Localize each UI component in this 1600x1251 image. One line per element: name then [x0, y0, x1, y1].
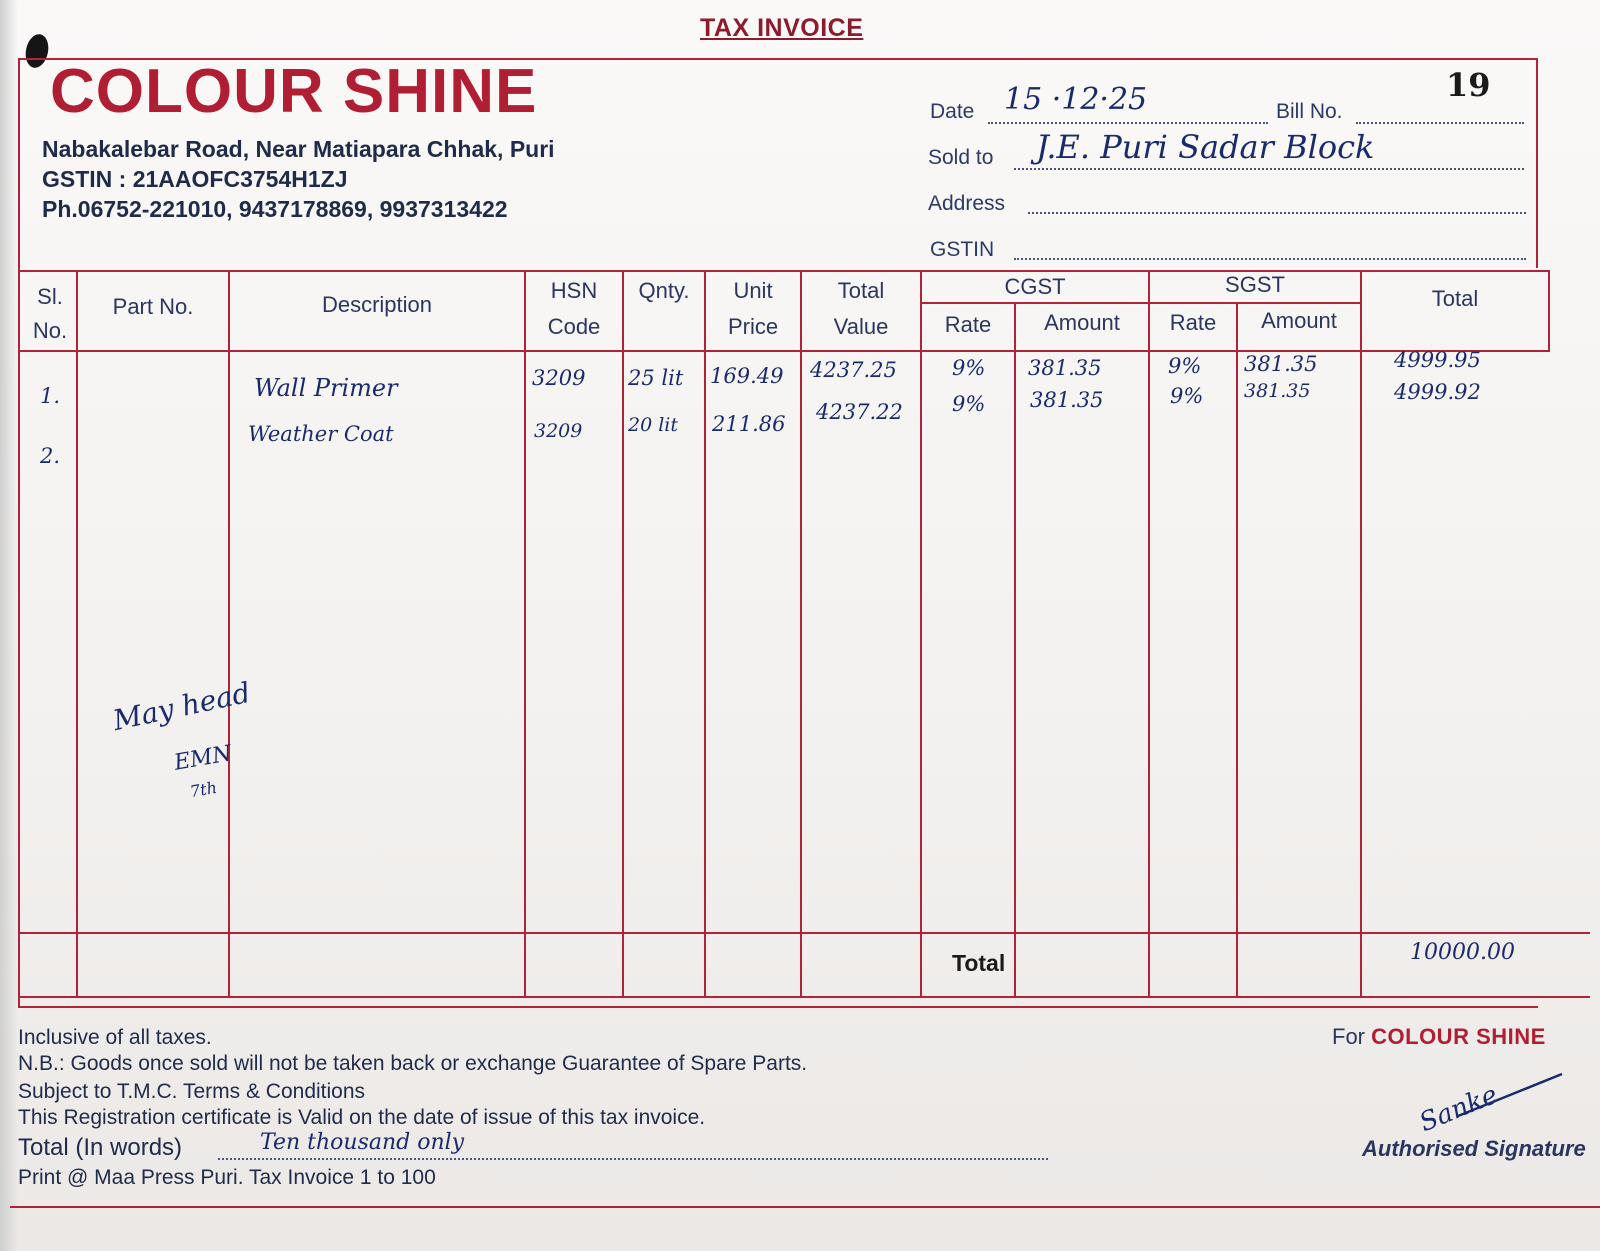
- col-rule-8: [1014, 302, 1016, 998]
- company-phone: Ph.06752-221010, 9437178869, 9937313422: [42, 196, 508, 222]
- sold-to-value: J.E. Puri Sadar Block: [1036, 128, 1375, 166]
- header-price: Price: [727, 314, 779, 339]
- col-rule-10: [1236, 302, 1238, 998]
- header-row-total: Total: [1431, 286, 1479, 311]
- header-cgst: CGST: [1004, 274, 1066, 299]
- authorised-signature-label: Authorised Signature: [1362, 1136, 1586, 1161]
- signature: Sanke: [1415, 1079, 1502, 1139]
- signature-stroke: [1456, 1070, 1566, 1120]
- row2-unit-price: 211.86: [712, 412, 786, 436]
- address-dotted-line: [1028, 212, 1526, 214]
- tax-subheader-rule: [920, 302, 1360, 304]
- header-no: No.: [32, 318, 68, 343]
- row1-description: Wall Primer: [254, 374, 398, 402]
- row1-total: 4999.95: [1394, 348, 1481, 372]
- row1-sl: 1.: [40, 384, 61, 408]
- table-bottom-rule: [20, 996, 1590, 998]
- header-sgst-rate: Rate: [1169, 310, 1217, 335]
- row1-cgst-amount: 381.35: [1028, 356, 1102, 380]
- footer-words-value: Ten thousand only: [260, 1130, 465, 1155]
- row2-cgst-amount: 381.35: [1030, 388, 1104, 412]
- col-rule-6: [800, 270, 802, 998]
- date-value: 15 ·12·25: [1004, 82, 1148, 117]
- table-total-rule: [20, 932, 1590, 934]
- row2-sl: 2.: [40, 444, 61, 468]
- for-prefix: For: [1332, 1024, 1365, 1049]
- header-sgst-amount: Amount: [1261, 308, 1337, 333]
- footer-terms: Subject to T.M.C. Terms & Conditions: [18, 1080, 366, 1103]
- for-company-name: COLOUR SHINE: [1371, 1024, 1546, 1049]
- col-rule-7: [920, 270, 922, 998]
- grand-total: 10000.00: [1410, 940, 1515, 965]
- header-unit: Unit: [733, 278, 773, 303]
- company-gstin: GSTIN : 21AAOFC3754H1ZJ: [42, 166, 348, 192]
- header-cgst-amount: Amount: [1044, 310, 1120, 335]
- header-part-no: Part No.: [112, 294, 194, 319]
- col-rule-12: [1548, 270, 1550, 350]
- row1-total-value: 4237.25: [810, 358, 897, 382]
- header-hsn-code: Code: [547, 314, 601, 339]
- row1-hsn: 3209: [532, 366, 586, 390]
- footer-inclusive: Inclusive of all taxes.: [18, 1026, 212, 1049]
- header-sgst: SGST: [1225, 272, 1285, 297]
- sold-to-label: Sold to: [928, 146, 994, 169]
- col-rule-3: [524, 270, 526, 998]
- invoice-frame-right: [1536, 58, 1538, 268]
- footer-printer: Print @ Maa Press Puri. Tax Invoice 1 to 100: [18, 1166, 436, 1189]
- row2-hsn: 3209: [534, 420, 583, 442]
- for-company: [1332, 1024, 1546, 1050]
- footer-words-label: Total (In words): [18, 1134, 183, 1161]
- col-rule-1: [76, 270, 78, 998]
- bottom-rule: [10, 1206, 1600, 1208]
- sold-to-dotted-line: [1014, 168, 1524, 170]
- row2-sgst-rate: 9%: [1170, 384, 1204, 408]
- bill-number: 19: [1446, 66, 1491, 104]
- col-rule-4: [622, 270, 624, 998]
- col-rule-11: [1360, 270, 1362, 998]
- words-dotted-line: [218, 1158, 1048, 1160]
- document-title: TAX INVOICE: [700, 14, 864, 42]
- row1-unit-price: 169.49: [710, 364, 784, 388]
- col-rule-2: [228, 270, 230, 998]
- col-rule-9: [1148, 270, 1150, 998]
- header-value: Value: [833, 314, 889, 339]
- row1-sgst-rate: 9%: [1168, 354, 1202, 378]
- col-rule-5: [704, 270, 706, 998]
- header-total: Total: [837, 278, 885, 303]
- total-label: Total: [952, 950, 1006, 976]
- header-cgst-rate: Rate: [944, 312, 992, 337]
- buyer-gstin-label: GSTIN: [930, 238, 995, 261]
- footer-registration: This Registration certificate is Valid on the date of issue of this tax invoice.: [18, 1106, 706, 1129]
- margin-note-line3: 7th: [188, 777, 219, 802]
- margin-note-line2: EMN: [172, 741, 234, 776]
- address-label: Address: [928, 192, 1006, 215]
- row1-cgst-rate: 9%: [952, 356, 986, 380]
- date-label: Date: [930, 100, 975, 123]
- buyer-gstin-dotted-line: [1014, 258, 1526, 260]
- row2-description: Weather Coat: [248, 422, 394, 446]
- header-description: Description: [321, 292, 433, 317]
- row2-total-value: 4237.22: [816, 400, 903, 424]
- row2-sgst-amount: 381.35: [1244, 380, 1311, 402]
- table-header-rule: [20, 350, 1550, 352]
- row2-qnty: 20 lit: [628, 414, 679, 436]
- row1-qnty: 25 lit: [628, 366, 684, 390]
- date-dotted-line: [988, 122, 1268, 124]
- row2-total: 4999.92: [1394, 380, 1481, 404]
- row1-sgst-amount: 381.35: [1244, 352, 1318, 376]
- margin-note-line1: May head: [110, 675, 254, 738]
- page-edge-shadow: [0, 0, 18, 1251]
- header-sl: Sl.: [37, 284, 63, 309]
- company-name: COLOUR SHINE: [50, 57, 538, 126]
- footer-nb: N.B.: Goods once sold will not be taken back or exchange Guarantee of Spare Parts.: [18, 1052, 808, 1075]
- row2-cgst-rate: 9%: [952, 392, 986, 416]
- header-hsn: HSN: [550, 278, 598, 303]
- bill-no-dotted-line: [1356, 122, 1524, 124]
- company-address: Nabakalebar Road, Near Matiapara Chhak, Puri: [42, 136, 555, 162]
- bill-no-label: Bill No.: [1276, 100, 1343, 123]
- header-qnty: Qnty.: [638, 278, 690, 303]
